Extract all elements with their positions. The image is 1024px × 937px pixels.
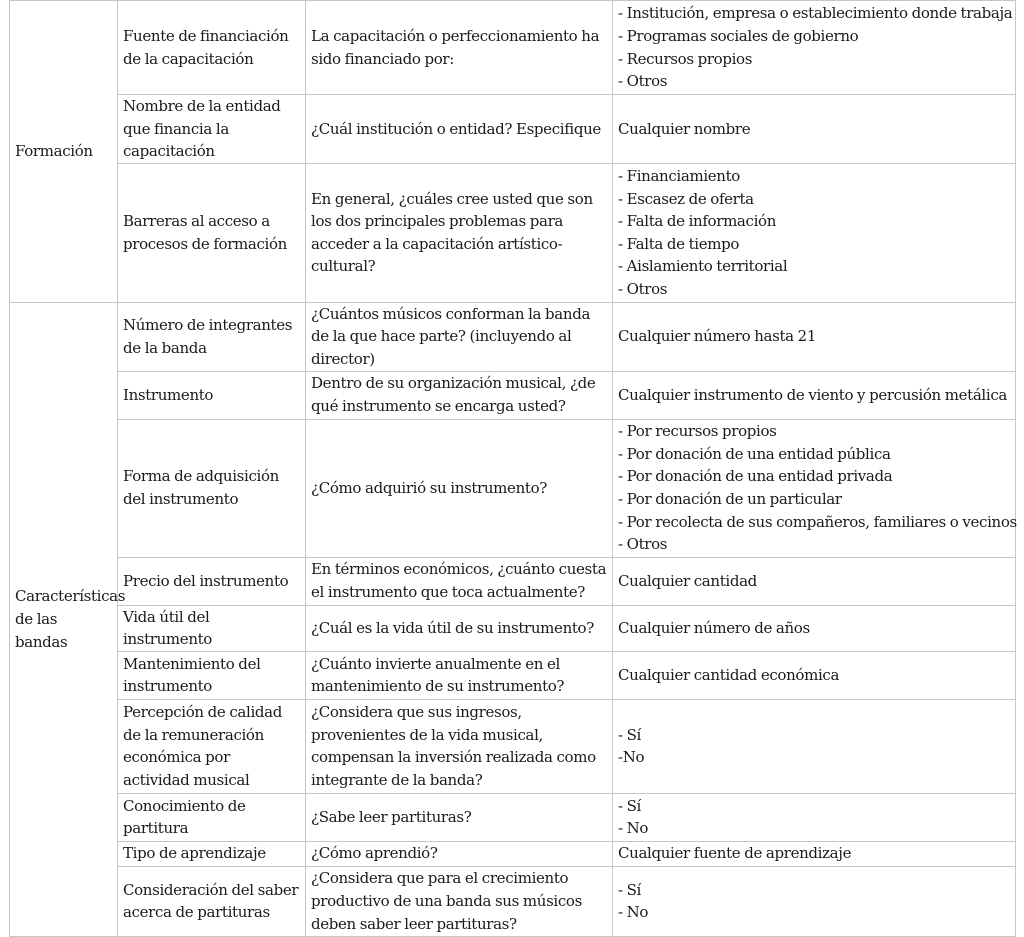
table-row: [10, 793, 1016, 841]
options-cell: [613, 95, 1016, 164]
question-cell: ¿Cómo aprendió?: [306, 841, 613, 866]
table-body: [10, 1, 1016, 937]
option-item: -No: [618, 748, 645, 767]
table-row: [10, 371, 1016, 419]
variable-cell: Conocimiento de partitura: [118, 793, 306, 841]
option-item: Cualquier instrumento de viento y percusión metálica: [618, 385, 1007, 404]
options-cell: [613, 419, 1016, 557]
variable-cell: Número de integrantes de la banda: [118, 302, 306, 371]
variable-cell: Forma de adquisición del instrumento: [118, 419, 306, 557]
survey-variables-table: [9, 0, 1016, 937]
option-item: - Otros: [618, 72, 668, 91]
option-item: Cualquier fuente de aprendizaje: [618, 844, 852, 863]
option-item: Cualquier nombre: [618, 119, 751, 138]
option-item: Cualquier número de años: [618, 618, 810, 637]
option-item: Cualquier cantidad económica: [618, 665, 840, 684]
group-cell-formacion: [10, 1, 118, 303]
option-item: - Sí: [618, 880, 642, 899]
group-cell-caracteristicas: [10, 302, 126, 936]
table-row: [10, 699, 1016, 793]
table-row: [10, 302, 1016, 371]
question-cell: ¿Considera que para el crecimiento productivo de una banda sus músicos deben saber leer partituras?: [306, 866, 613, 936]
option-item: - Falta de información: [618, 212, 777, 231]
option-item: - Recursos propios: [618, 49, 753, 68]
variable-cell: Nombre de la entidad que financia la capacitación: [118, 95, 306, 164]
question-cell: ¿Considera que sus ingresos, provenientes de la vida musical, compensan la inversión realizada como integrante de la banda?: [306, 699, 613, 793]
variable-cell: Instrumento: [118, 371, 306, 419]
table-row: [10, 841, 1016, 866]
question-cell: ¿Cómo adquirió su instrumento?: [306, 419, 613, 557]
table-row: [10, 1, 1016, 95]
option-item: - No: [618, 903, 649, 922]
option-item: - Por recolecta de sus compañeros, familiares o vecinos: [618, 512, 1017, 531]
option-item: Cualquier cantidad: [618, 571, 757, 590]
option-item: - Otros: [618, 279, 668, 298]
option-item: - Por recursos propios: [618, 422, 777, 441]
option-item: - Programas sociales de gobierno: [618, 26, 859, 45]
question-cell: ¿Cuántos músicos conforman la banda de la que hace parte? (incluyendo al director): [306, 302, 613, 371]
table-row: [10, 163, 1016, 302]
options-cell: [613, 1, 1016, 95]
variable-cell: Vida útil del instrumento: [118, 605, 306, 651]
variable-cell: Fuente de financiación de la capacitación: [118, 1, 306, 95]
variable-cell: Barreras al acceso a procesos de formación: [118, 163, 306, 302]
question-cell: ¿Cuál institución o entidad? Especifique: [306, 95, 613, 164]
group-title: Características de las bandas: [15, 587, 126, 651]
table-row: [10, 95, 1016, 164]
question-cell: ¿Cuál es la vida útil de su instrumento?: [306, 605, 613, 651]
option-item: - Falta de tiempo: [618, 234, 740, 253]
table-row: [10, 419, 1016, 557]
option-item: - Por donación de una entidad privada: [618, 467, 893, 486]
variable-cell: Percepción de calidad de la remuneración económica por actividad musical: [118, 699, 306, 793]
option-item: - Escasez de oferta: [618, 189, 754, 208]
options-cell: [613, 163, 1016, 302]
options-cell: [613, 605, 1016, 651]
question-cell: La capacitación o perfeccionamiento ha sido financiado por:: [306, 1, 613, 95]
option-item: - Por donación de una entidad pública: [618, 444, 891, 463]
variable-cell: Consideración del saber acerca de partituras: [118, 866, 306, 936]
variable-cell: Precio del instrumento: [118, 557, 306, 605]
options-cell: [613, 557, 1016, 605]
option-item: - Por donación de un particular: [618, 490, 842, 509]
option-item: - Financiamiento: [618, 167, 740, 185]
options-cell: [613, 699, 1016, 793]
variable-cell: Tipo de aprendizaje: [118, 841, 306, 866]
question-cell: En términos económicos, ¿cuánto cuesta el instrumento que toca actualmente?: [306, 557, 613, 605]
options-cell: [613, 371, 1016, 419]
table-row: [10, 651, 1016, 699]
question-cell: ¿Sabe leer partituras?: [306, 793, 613, 841]
option-item: - Sí: [618, 796, 642, 815]
options-cell: [613, 302, 1016, 371]
option-item: - Otros: [618, 535, 668, 554]
table-row: [10, 605, 1016, 651]
table-row: [10, 557, 1016, 605]
variable-cell: Mantenimiento del instrumento: [118, 651, 306, 699]
options-cell: [613, 793, 1016, 841]
question-cell: ¿Cuánto invierte anualmente en el mantenimiento de su instrumento?: [306, 651, 613, 699]
table-row: [10, 866, 1016, 936]
options-cell: [613, 651, 1016, 699]
option-item: - No: [618, 819, 649, 838]
options-cell: [613, 841, 1016, 866]
group-title: Formación: [15, 142, 93, 161]
option-item: Cualquier número hasta 21: [618, 327, 817, 346]
question-cell: En general, ¿cuáles cree usted que son los dos principales problemas para acceder a la capacitación artístico-cultural?: [306, 163, 613, 302]
option-item: - Institución, empresa o establecimiento donde trabaja: [618, 4, 1013, 23]
option-item: - Sí: [618, 725, 642, 744]
question-cell: Dentro de su organización musical, ¿de qué instrumento se encarga usted?: [306, 371, 613, 419]
options-cell: [613, 866, 1016, 936]
option-item: - Aislamiento territorial: [618, 257, 788, 276]
